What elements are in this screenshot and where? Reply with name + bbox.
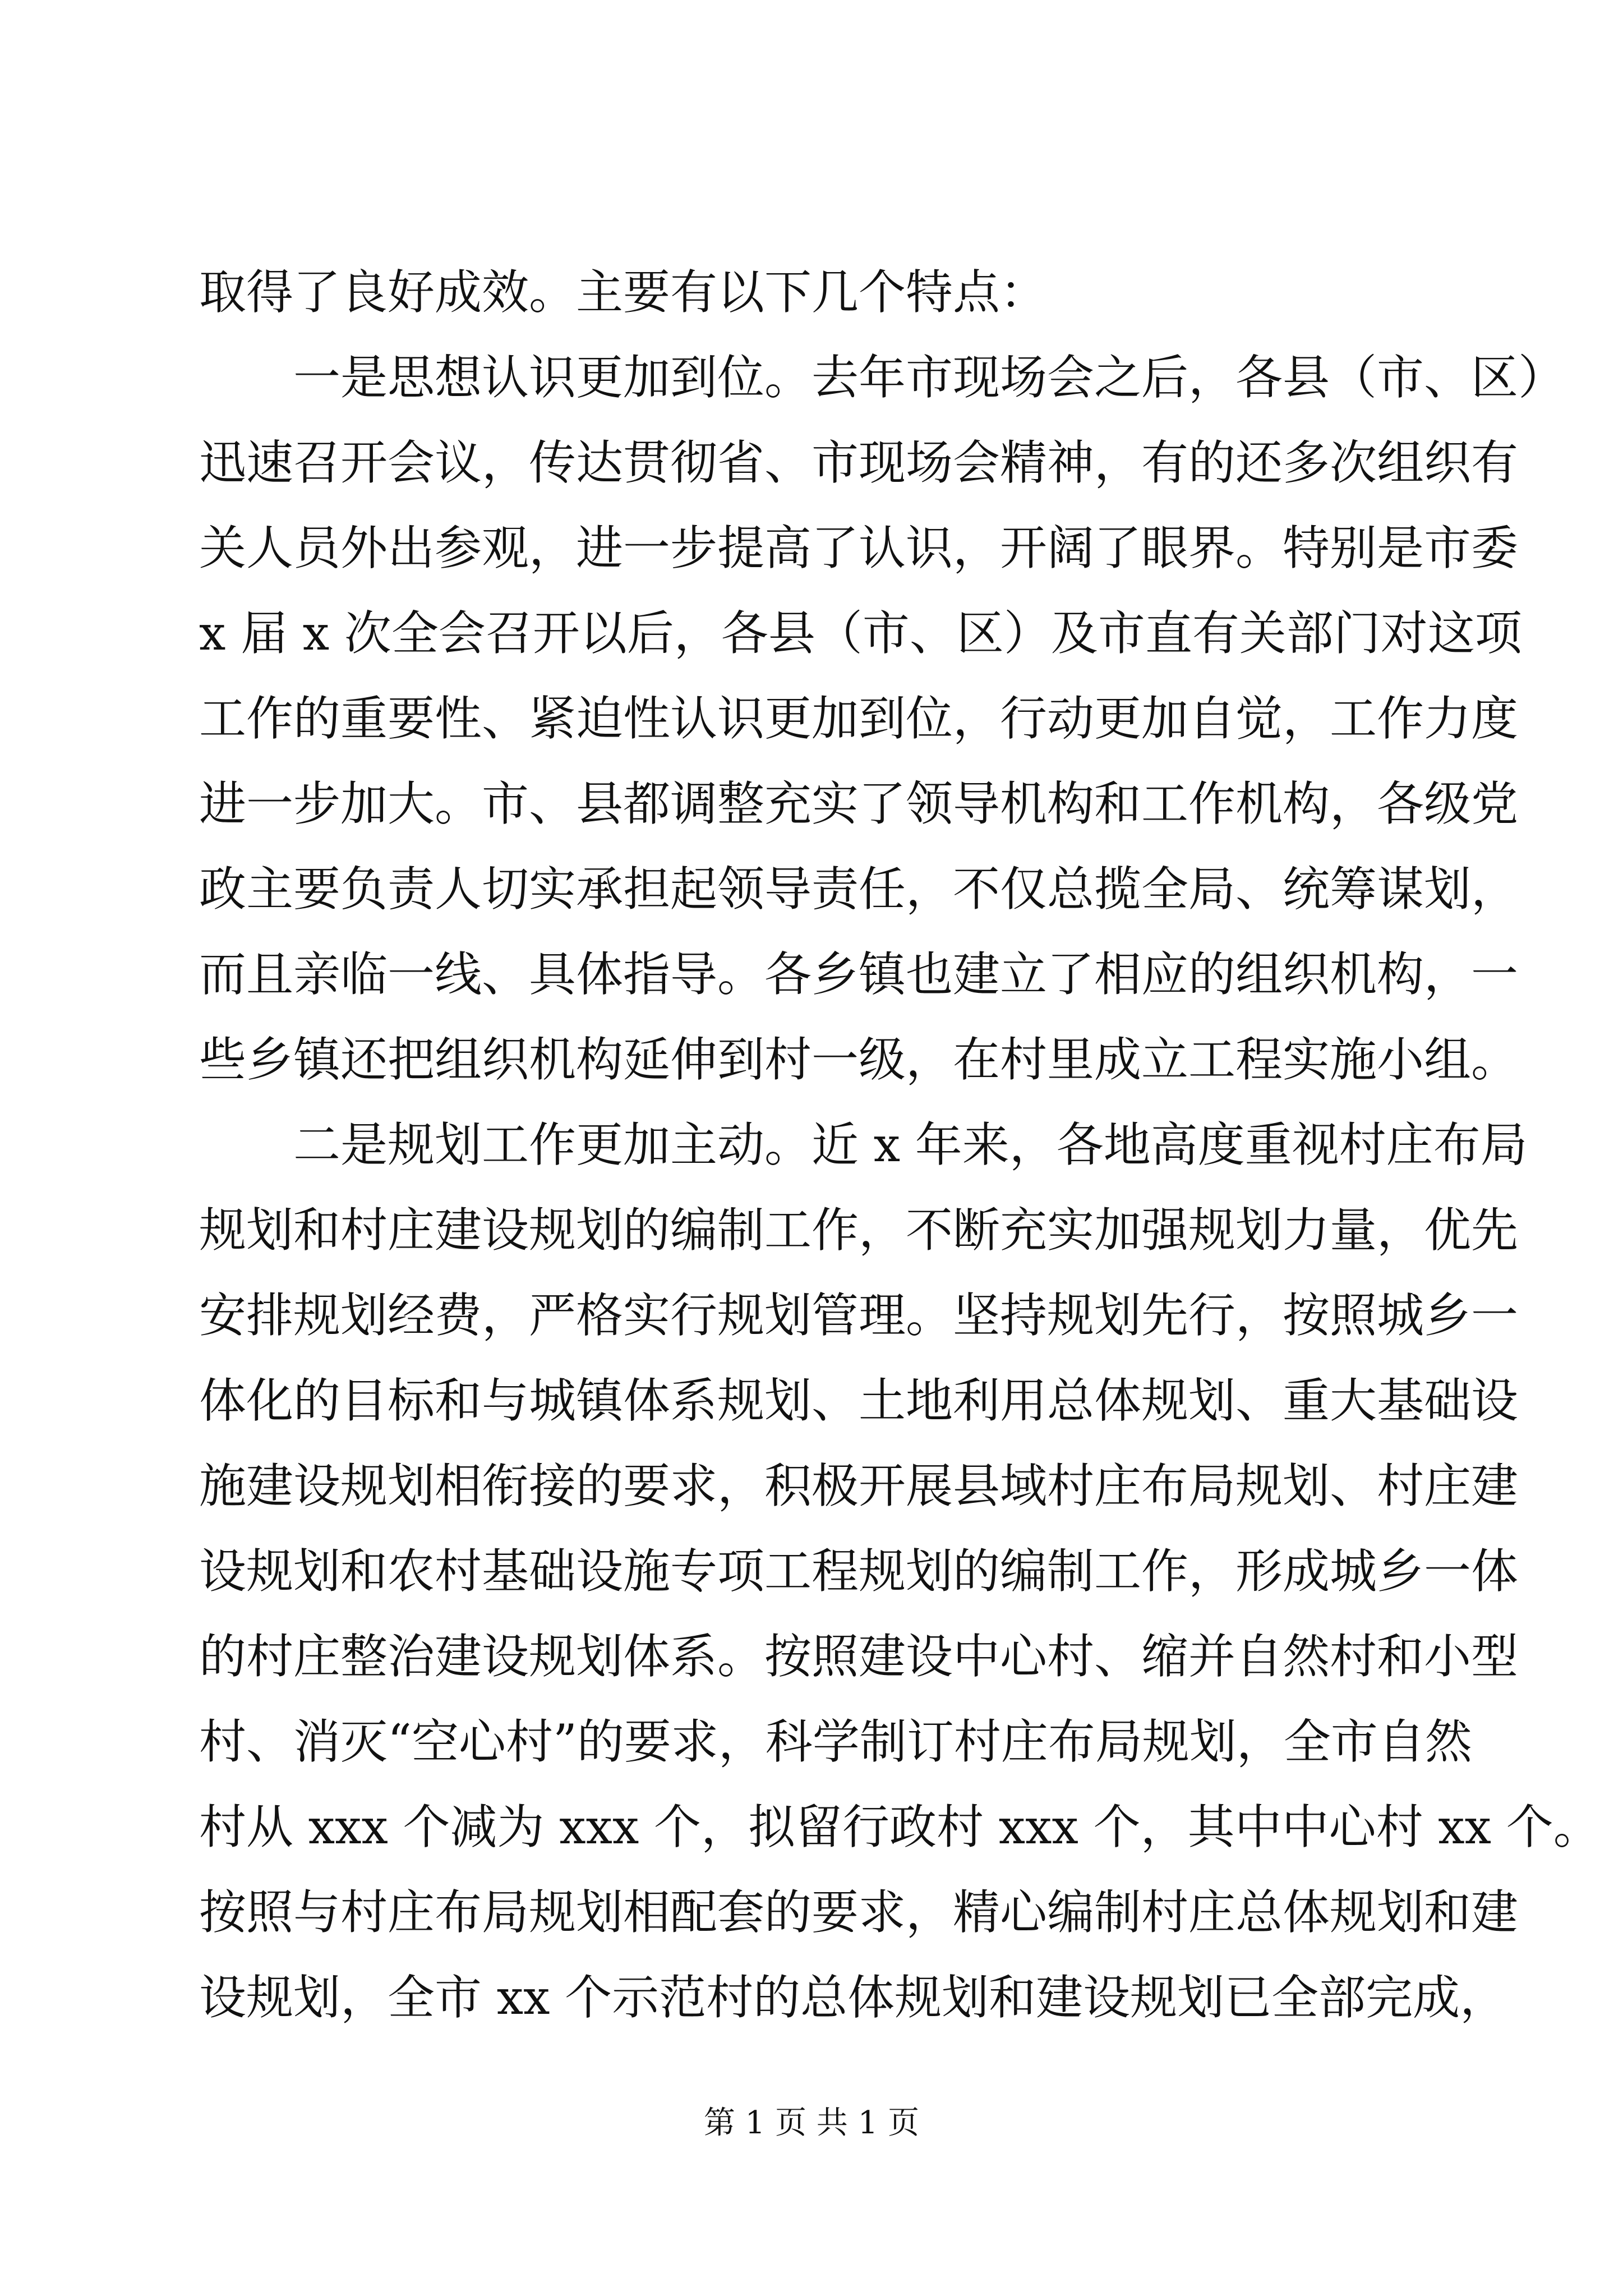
text-line: 关人员外出参观，进一步提高了认识，开阔了眼界。特别是市委 bbox=[199, 521, 1519, 576]
text-line: 体化的目标和与城镇体系规划、土地利用总体规划、重大基础设 bbox=[199, 1373, 1519, 1428]
paragraph-start-line: 二是规划工作更加主动。近 x 年来，各地高度重视村庄布局 bbox=[293, 1117, 1528, 1172]
text-line: 而且亲临一线、具体指导。各乡镇也建立了相应的组织机构，一 bbox=[199, 947, 1519, 1002]
text-line: 村、消灭“空心村”的要求，科学制订村庄布局规划，全市自然 bbox=[199, 1714, 1472, 1769]
text-line: 迅速召开会议，传达贯彻省、市现场会精神，有的还多次组织有 bbox=[199, 435, 1519, 490]
text-line: 些乡镇还把组织机构延伸到村一级，在村里成立工程实施小组。 bbox=[199, 1032, 1519, 1087]
text-line: 的村庄整治建设规划体系。按照建设中心村、缩并自然村和小型 bbox=[199, 1629, 1519, 1684]
text-line: 政主要负责人切实承担起领导责任，不仅总揽全局、统筹谋划， bbox=[199, 862, 1519, 917]
text-line: 取得了良好成效。主要有以下几个特点： bbox=[199, 265, 1048, 320]
text-line: x 届 x 次全会召开以后，各县（市、区）及市直有关部门对这项 bbox=[199, 606, 1522, 661]
text-line: 施建设规划相衔接的要求，积极开展县域村庄布局规划、村庄建 bbox=[199, 1458, 1519, 1513]
text-line: 设规划和农村基础设施专项工程规划的编制工作，形成城乡一体 bbox=[199, 1544, 1519, 1599]
text-line: 工作的重要性、紧迫性认识更加到位，行动更加自觉，工作力度 bbox=[199, 691, 1519, 746]
page-number-footer: 第 1 页 共 1 页 bbox=[703, 2105, 920, 2141]
document-body bbox=[199, 250, 1601, 2040]
text-line: 村从 xxx 个减为 xxx 个，拟留行政村 xxx 个，其中中心村 xx 个。 bbox=[199, 1800, 1601, 1855]
paragraph-start-line: 一是思想认识更加到位。去年市现场会之后，各县（市、区） bbox=[293, 350, 1566, 405]
text-line: 安排规划经费，严格实行规划管理。坚持规划先行，按照城乡一 bbox=[199, 1288, 1519, 1343]
text-line: 进一步加大。市、县都调整充实了领导机构和工作机构，各级党 bbox=[199, 776, 1519, 831]
text-line: 按照与村庄布局规划相配套的要求，精心编制村庄总体规划和建 bbox=[199, 1885, 1519, 1940]
text-line: 规划和村庄建设规划的编制工作，不断充实加强规划力量，优先 bbox=[199, 1203, 1519, 1258]
text-line: 设规划，全市 xx 个示范村的总体规划和建设规划已全部完成， bbox=[199, 1970, 1507, 2025]
